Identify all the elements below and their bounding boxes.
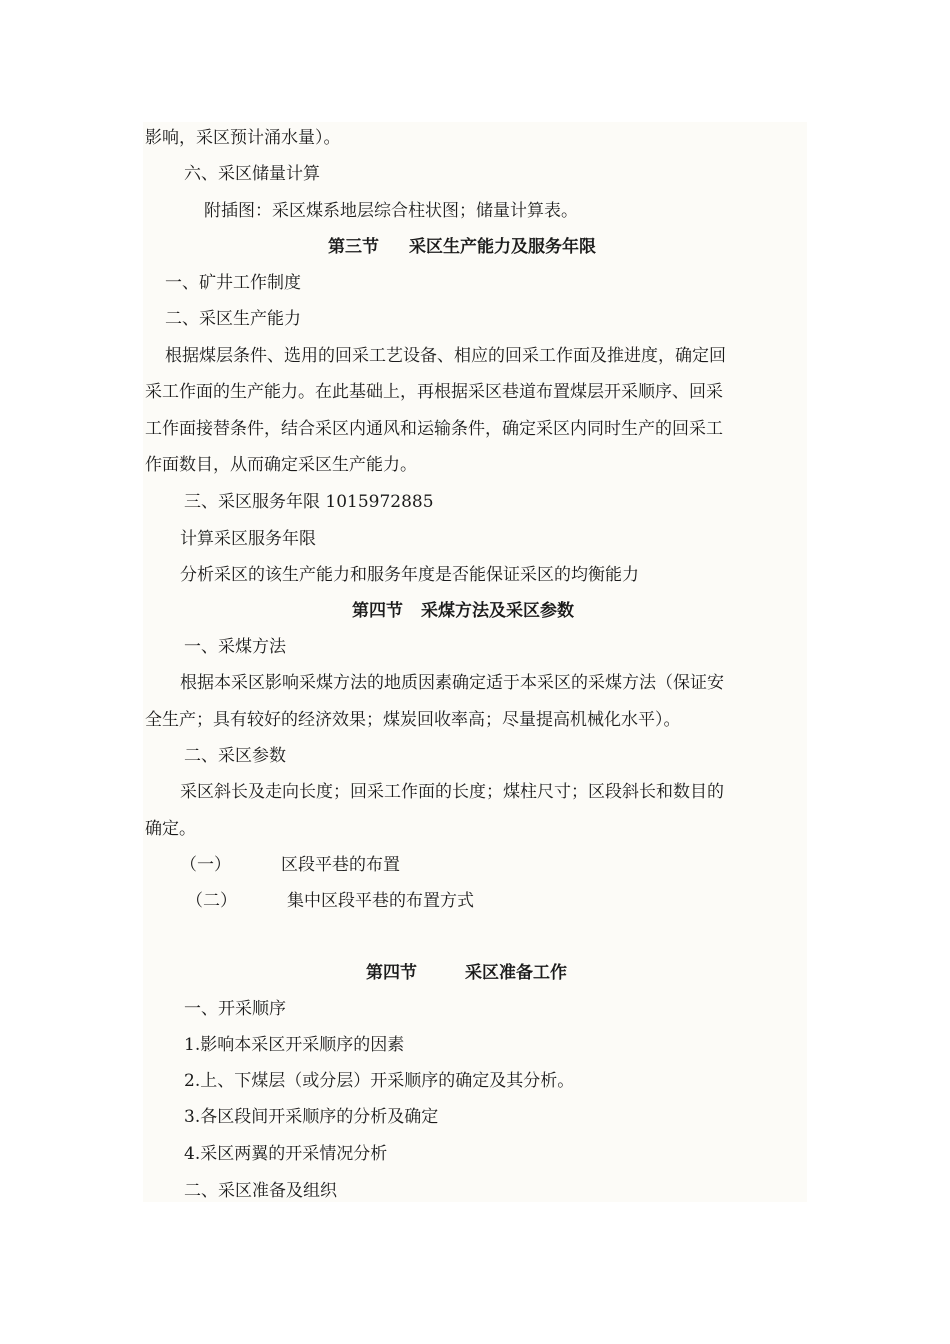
paragraph-line: 根据本采区影响采煤方法的地质因素确定适于本采区的采煤方法（保证安: [180, 673, 724, 693]
paragraph-line: 确定。: [145, 819, 196, 839]
heading-number: 第三节: [328, 237, 379, 257]
paragraph-line: 工作面接替条件，结合采区内通风和运输条件，确定采区内同时生产的回采工: [145, 419, 723, 439]
paragraph-line: 作面数目，从而确定采区生产能力。: [145, 455, 417, 475]
subsection-number: （二）: [186, 891, 237, 911]
section-heading: [328, 235, 950, 259]
section-item: 二、采区准备及组织: [184, 1181, 337, 1201]
heading-number: 第四节: [352, 601, 403, 621]
section-heading: [352, 599, 950, 623]
paragraph-line: 全生产；具有较好的经济效果；煤炭回收率高；尽量提高机械化水平）。: [145, 710, 681, 730]
list-item: 4.采区两翼的开采情况分析: [184, 1144, 388, 1164]
subsection-text: 区段平巷的布置: [281, 855, 400, 875]
section-item: 一、矿井工作制度: [165, 273, 301, 293]
text-line: 影响，采区预计涌水量）。: [145, 128, 341, 148]
section-item: 三、采区服务年限 1015972885: [184, 492, 434, 512]
text-line: 分析采区的该生产能力和服务年度是否能保证采区的均衡能力: [180, 565, 639, 585]
text-line: 计算采区服务年限: [180, 529, 316, 549]
subsection-item: [180, 853, 950, 877]
subsection-number: （一）: [180, 855, 231, 875]
heading-title: 采区生产能力及服务年限: [409, 237, 596, 257]
paragraph-line: 根据煤层条件、选用的回采工艺设备、相应的回采工作面及推进度，确定回: [165, 346, 726, 366]
section-item: 一、采煤方法: [184, 637, 286, 657]
section-item: 六、采区储量计算: [184, 164, 320, 184]
text-line: 附插图：采区煤系地层综合柱状图；储量计算表。: [204, 201, 578, 221]
paragraph-line: 采工作面的生产能力。在此基础上，再根据采区巷道布置煤层开采顺序、回采: [145, 382, 723, 402]
heading-number: 第四节: [366, 963, 417, 983]
section-item: 二、采区参数: [184, 746, 286, 766]
subsection-text: 集中区段平巷的布置方式: [287, 891, 474, 911]
section-item: 一、开采顺序: [184, 999, 286, 1019]
subsection-item: [186, 889, 950, 913]
section-item: 二、采区生产能力: [165, 309, 301, 329]
paragraph-line: 采区斜长及走向长度；回采工作面的长度；煤柱尺寸；区段斜长和数目的: [180, 782, 724, 802]
list-item: 1.影响本采区开采顺序的因素: [184, 1035, 405, 1055]
list-item: 2.上、下煤层（或分层）开采顺序的确定及其分析。: [184, 1071, 575, 1091]
list-item: 3.各区段间开采顺序的分析及确定: [184, 1107, 439, 1127]
heading-title: 采区准备工作: [465, 963, 567, 983]
heading-title: 采煤方法及采区参数: [421, 601, 574, 621]
section-heading: [366, 961, 950, 985]
